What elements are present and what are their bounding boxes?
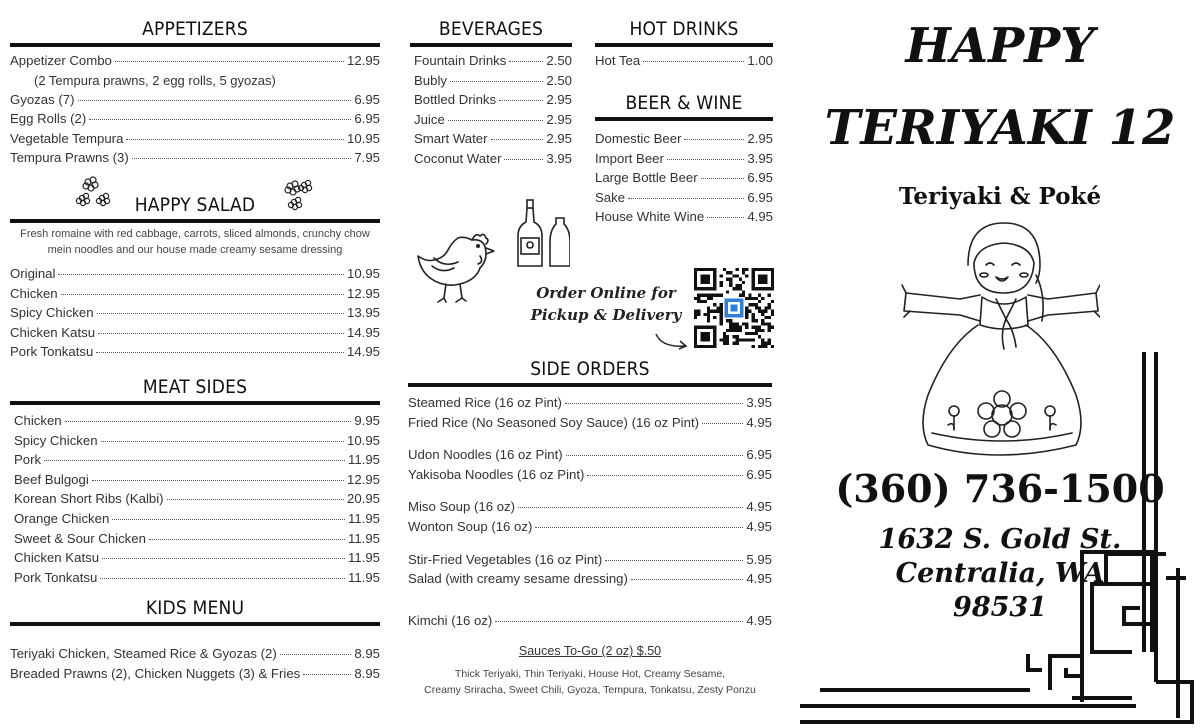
restaurant-name-line1: HAPPY [905, 18, 1095, 74]
menu-item-row [10, 131, 380, 151]
dot-leader [707, 217, 744, 218]
dot-leader [149, 539, 345, 540]
side-orders-list [408, 395, 772, 632]
dot-leader [643, 61, 744, 62]
dot-leader [509, 61, 543, 62]
hot-drinks-section [595, 18, 773, 73]
address-line1: 1632 S. Gold St. [878, 524, 1122, 555]
side-orders-section [408, 358, 772, 698]
dot-leader [89, 119, 351, 120]
dot-leader [631, 579, 743, 580]
menu-item-row [10, 53, 380, 73]
menu-item-row [10, 325, 380, 345]
dot-leader [701, 178, 745, 179]
dot-leader [280, 654, 352, 655]
beverages-list [410, 53, 572, 171]
menu-item-name: Breaded Prawns (2), Chicken Nuggets (3) & Fries [10, 665, 301, 681]
menu-item-price: 20.95 [346, 491, 380, 507]
menu-item-name: Appetizer Combo [10, 53, 112, 68]
meat-sides-list [10, 413, 380, 589]
menu-item-price: 11.95 [347, 569, 380, 585]
menu-item-name: Fountain Drinks [414, 53, 507, 68]
menu-item-price: 2.50 [546, 72, 572, 88]
dot-leader [499, 100, 543, 101]
dot-leader [667, 159, 744, 160]
hot-drinks-heading: HOT DRINKS [629, 18, 739, 40]
combo-note: (2 Tempura prawns, 2 egg rolls, 5 gyozas) [34, 72, 276, 88]
happy-salad-heading: HAPPY SALAD [134, 194, 256, 216]
menu-item-name: Orange Chicken [14, 510, 110, 526]
menu-item-row [410, 131, 572, 151]
sauces-line: Creamy Sriracha, Sweet Chili, Gyoza, Tempura, Tonkatsu, Zesty Ponzu [424, 684, 756, 697]
phone-number[interactable]: (360) 736-1500 [835, 466, 1165, 511]
menu-item-row [410, 151, 572, 171]
restaurant-name-line2: TERIYAKI 12 [824, 100, 1176, 156]
menu-item-name: Chicken [14, 413, 62, 428]
menu-item-row [10, 666, 380, 686]
menu-item-name: Spicy Chicken [14, 432, 98, 448]
dot-leader [98, 333, 344, 334]
tagline: Teriyaki & Poké [898, 183, 1102, 210]
menu-item-price: 3.95 [746, 395, 772, 410]
menu-item-name: House White Wine [595, 209, 705, 225]
happy-salad-description: Fresh romaine with red cabbage, carrots, sliced almonds, crunchy chow mein noodles and our house made creamy sesame dressing [20, 228, 370, 256]
menu-item-price: 13.95 [346, 305, 380, 321]
appetizers-heading: APPETIZERS [142, 18, 248, 40]
menu-item-row [410, 73, 572, 93]
dot-leader [65, 421, 352, 422]
beverages-section [410, 18, 572, 171]
menu-item-price: 11.95 [347, 452, 380, 468]
menu-item-name: Tempura Prawns (3) [10, 150, 129, 166]
menu-item-name: Bubly [414, 72, 447, 88]
menu-item-row [408, 519, 772, 539]
menu-item-row [410, 92, 572, 112]
menu-item-name: Large Bottle Beer [595, 170, 698, 186]
menu-item-name: Import Beer [595, 150, 664, 166]
menu-item-price: 6.95 [354, 111, 380, 127]
section-divider [10, 219, 380, 223]
menu-item-price: 4.95 [746, 499, 772, 515]
menu-item-name: Pork [14, 452, 42, 468]
menu-item-row [408, 467, 772, 487]
dot-leader [518, 507, 743, 508]
happy-salad-section [10, 180, 380, 364]
menu-item-name: Gyozas (7) [10, 91, 75, 107]
dot-leader [78, 100, 352, 101]
menu-item-row [10, 286, 380, 306]
menu-item-row [408, 552, 772, 572]
menu-item-price: 4.95 [746, 414, 772, 430]
menu-item-row [10, 491, 380, 511]
menu-item-price: 3.95 [747, 150, 773, 166]
dot-leader [684, 139, 744, 140]
menu-item-price: 10.95 [346, 432, 380, 448]
menu-item-price: 5.95 [746, 551, 772, 567]
menu-item-price: 8.95 [354, 646, 380, 661]
menu-item-row [408, 571, 772, 591]
order-online-text [526, 282, 686, 326]
menu-item-price: 2.95 [546, 111, 572, 127]
beverages-heading: BEVERAGES [438, 18, 544, 40]
menu-item-row [10, 646, 380, 666]
dot-leader [565, 403, 743, 404]
arrow-icon [654, 330, 690, 354]
sauces-list [408, 666, 772, 698]
menu-item-name: Fried Rice (No Seasoned Soy Sauce) (16 oz Pint) [408, 414, 699, 430]
menu-item-name: Bottled Drinks [414, 92, 497, 108]
menu-item-name: Smart Water [414, 131, 488, 147]
menu-item-row [595, 151, 773, 171]
beer-wine-list [595, 131, 773, 229]
dot-leader [566, 455, 744, 456]
menu-item-row [10, 111, 380, 131]
menu-item-price: 6.95 [747, 170, 773, 186]
menu-item-price: 6.95 [746, 466, 772, 482]
sauces-line: Thick Teriyaki, Thin Teriyaki, House Hot, Creamy Sesame, [454, 668, 726, 681]
menu-item-price: 12.95 [346, 471, 380, 487]
menu-item-price: 10.95 [346, 266, 380, 281]
menu-item-row [10, 344, 380, 364]
menu-item-price: 8.95 [354, 665, 380, 681]
menu-item-price: 2.95 [546, 131, 572, 147]
menu-item-name: Original [10, 266, 56, 281]
menu-item-price: 11.95 [347, 530, 380, 546]
dot-leader [504, 159, 543, 160]
dot-leader [702, 423, 743, 424]
kids-menu-list [10, 646, 380, 685]
dot-leader [605, 560, 743, 561]
menu-item-price: 3.95 [546, 150, 572, 166]
menu-item-row [10, 266, 380, 286]
menu-item-row [410, 112, 572, 132]
dot-leader [448, 120, 544, 121]
menu-item-name: Chicken Katsu [14, 550, 100, 566]
beer-wine-section [595, 92, 773, 229]
menu-item-row [10, 472, 380, 492]
hen-icon [410, 226, 502, 306]
menu-item-price: 4.95 [746, 518, 772, 534]
menu-item-price: 1.00 [747, 53, 773, 68]
dot-leader [61, 294, 344, 295]
sauces-to-go-heading: Sauces To-Go (2 oz) $.50 [518, 644, 662, 659]
sake-bottle-icon [516, 196, 570, 270]
menu-item-row [595, 190, 773, 210]
brand-panel [800, 0, 1200, 728]
dot-leader [167, 499, 344, 500]
menu-item-row [408, 447, 772, 467]
dot-leader [126, 139, 344, 140]
dot-leader [96, 352, 344, 353]
menu-item-price: 6.95 [746, 447, 772, 463]
dot-leader [101, 441, 344, 442]
menu-item-name: Spicy Chicken [10, 305, 94, 321]
menu-item-name: Juice [414, 111, 445, 127]
menu-item-name: Coconut Water [414, 150, 502, 166]
dot-leader [132, 158, 352, 159]
menu-item-price: 9.95 [354, 413, 380, 428]
menu-item-price: 14.95 [346, 324, 380, 340]
menu-item-row [10, 570, 380, 590]
menu-item-name: Teriyaki Chicken, Steamed Rice & Gyozas (2) [10, 646, 277, 661]
order-online-line1: Order Online for [536, 284, 676, 302]
dot-leader [303, 674, 351, 675]
menu-item-row [408, 613, 772, 633]
meat-sides-section [10, 376, 380, 589]
dot-leader [450, 81, 543, 82]
qr-code-icon[interactable] [694, 268, 774, 348]
menu-item-price: 2.95 [546, 92, 572, 108]
dot-leader [535, 527, 743, 528]
dot-leader [100, 578, 345, 579]
menu-item-row [595, 131, 773, 151]
menu-item-name: Chicken Katsu [10, 324, 96, 340]
dot-leader [495, 621, 743, 622]
dot-leader [92, 480, 344, 481]
menu-item-name: Wonton Soup (16 oz) [408, 518, 533, 534]
menu-item-price: 11.95 [347, 550, 380, 566]
hot-drinks-list [595, 53, 773, 73]
menu-item-row [10, 92, 380, 112]
menu-item-row [595, 53, 773, 73]
dot-leader [587, 475, 743, 476]
menu-item-row [10, 305, 380, 325]
menu-item-row [408, 415, 772, 435]
dot-leader [58, 274, 344, 275]
menu-item-name: Sweet & Sour Chicken [14, 530, 146, 546]
menu-item-name: Hot Tea [595, 53, 641, 68]
happy-salad-list [10, 266, 380, 364]
menu-item-price: 6.95 [354, 91, 380, 107]
kids-menu-section [10, 597, 380, 685]
dot-leader [102, 558, 345, 559]
menu-item-row [10, 511, 380, 531]
menu-item-row [408, 499, 772, 519]
menu-item-price: 4.95 [746, 571, 772, 587]
side-orders-heading: SIDE ORDERS [530, 358, 650, 380]
menu-item-price: 7.95 [354, 150, 380, 166]
appetizers-list [10, 53, 380, 170]
menu-item-row [10, 150, 380, 170]
menu-item-price: 14.95 [346, 344, 380, 360]
menu-item-name: Udon Noodles (16 oz Pint) [408, 447, 563, 463]
menu-item-row [10, 452, 380, 472]
menu-item-name: Domestic Beer [595, 131, 682, 146]
menu-item-price: 6.95 [747, 189, 773, 205]
beer-wine-heading: BEER & WINE [625, 92, 743, 114]
meat-sides-heading: MEAT SIDES [142, 376, 248, 398]
address-line2: Centralia, WA [895, 558, 1105, 589]
menu-item-price: 4.95 [747, 209, 773, 225]
menu-item-row [410, 53, 572, 73]
menu-item-price: 2.95 [747, 131, 773, 146]
dot-leader [628, 198, 744, 199]
dot-leader [491, 139, 544, 140]
menu-item-price: 12.95 [346, 53, 380, 68]
menu-item-price: 2.50 [546, 53, 572, 68]
menu-item-price: 12.95 [346, 285, 380, 301]
menu-item-name: Pork Tonkatsu [10, 344, 94, 360]
menu-item-price: 4.95 [746, 612, 772, 628]
menu-item-name: Pork Tonkatsu [14, 569, 98, 585]
dot-leader [44, 460, 345, 461]
menu-item-name: Beef Bulgogi [14, 471, 89, 487]
menu-item-name: Yakisoba Noodles (16 oz Pint) [408, 466, 585, 482]
decorative-border-ornament [800, 348, 1200, 728]
menu-item-row [408, 395, 772, 415]
kids-menu-heading: KIDS MENU [145, 597, 245, 619]
menu-item-row [10, 433, 380, 453]
menu-item-name: Korean Short Ribs (Kalbi) [14, 491, 164, 507]
menu-item-name: Miso Soup (16 oz) [408, 499, 516, 515]
menu-item-name: Sake [595, 189, 626, 205]
menu-item-price: 10.95 [346, 130, 380, 146]
menu-item-row [595, 209, 773, 229]
menu-item-name: Kimchi (16 oz) [408, 612, 493, 628]
menu-item-price: 11.95 [347, 510, 380, 526]
menu-item-row [10, 413, 380, 433]
menu-item-name: Vegetable Tempura [10, 130, 124, 146]
menu-item-name: Chicken [10, 285, 58, 301]
menu-item-name: Stir-Fried Vegetables (16 oz Pint) [408, 551, 603, 567]
order-online-line2: Pickup & Delivery [530, 306, 682, 324]
menu-item-name: Steamed Rice (16 oz Pint) [408, 395, 562, 410]
dot-leader [115, 61, 344, 62]
menu-item-name: Salad (with creamy sesame dressing) [408, 571, 628, 587]
menu-item-row [595, 170, 773, 190]
menu-item-row [10, 531, 380, 551]
dot-leader [112, 519, 345, 520]
appetizers-section [10, 18, 380, 170]
address-line3: 98531 [953, 592, 1047, 623]
menu-item-row [10, 550, 380, 570]
menu-item-name: Egg Rolls (2) [10, 111, 87, 127]
dot-leader [97, 313, 344, 314]
